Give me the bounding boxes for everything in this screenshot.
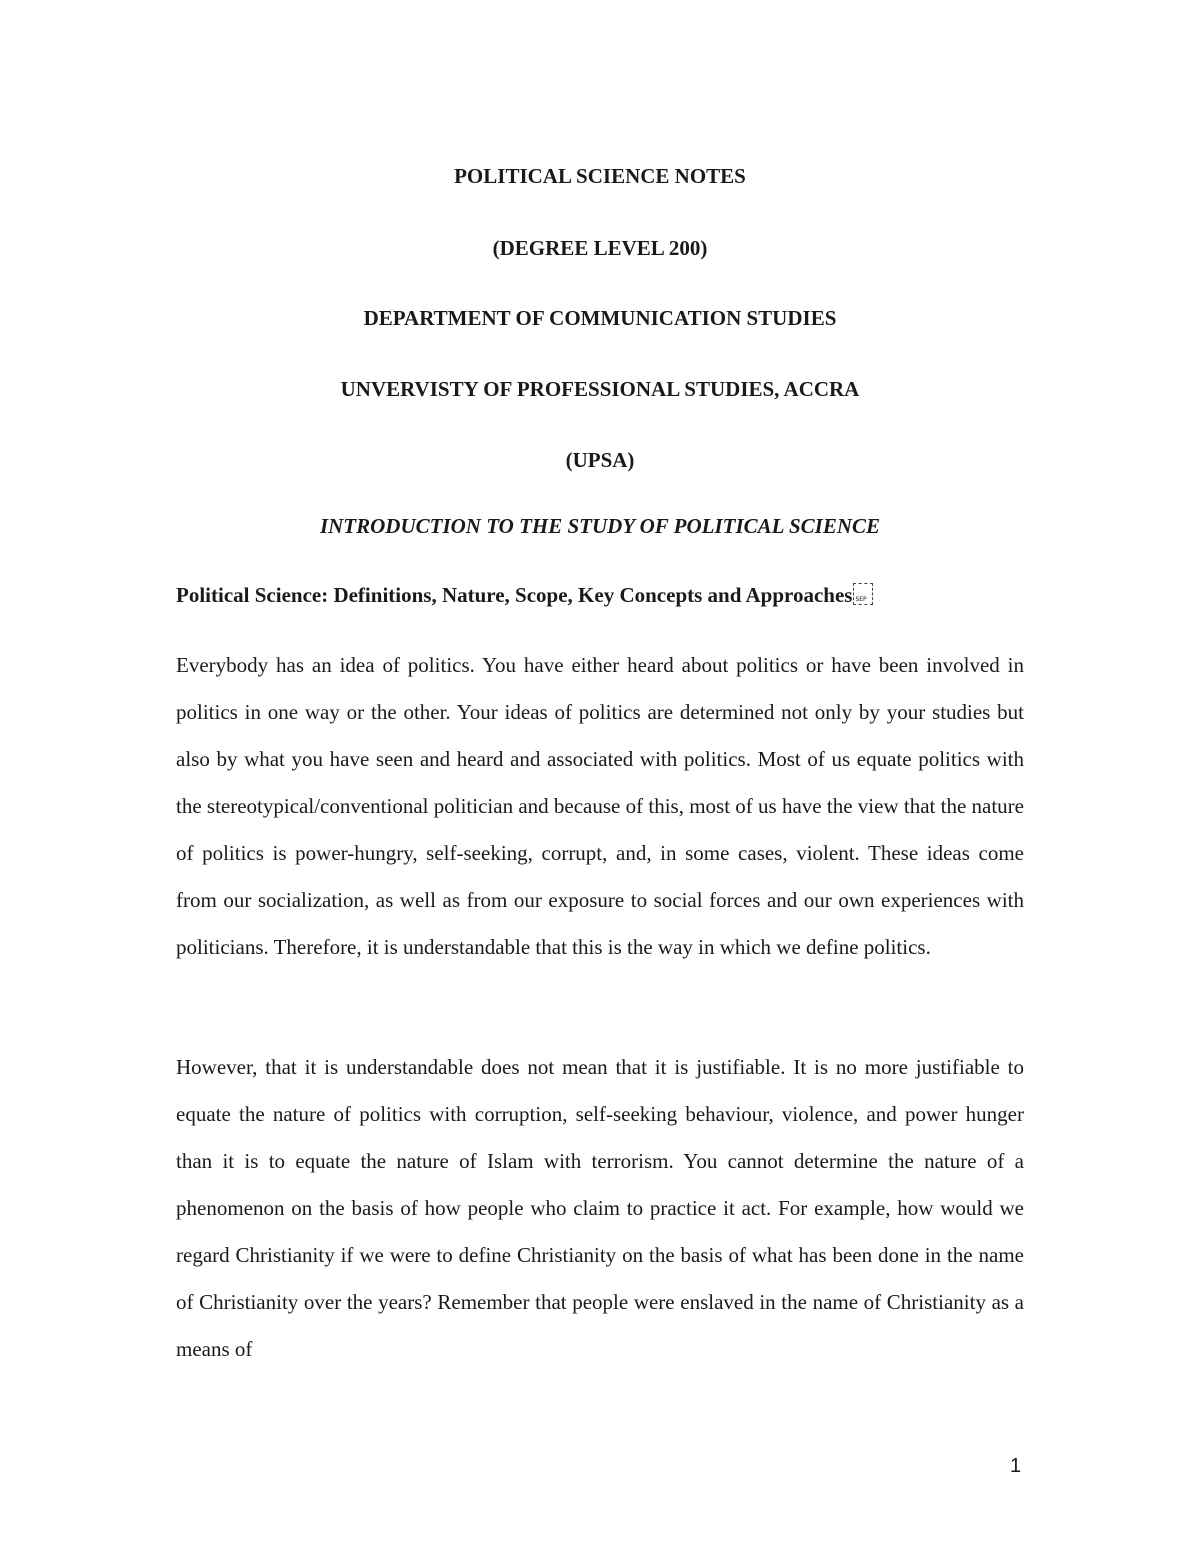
paragraph: Everybody has an idea of politics. You have either heard about politics or have been involved in politics in one way or the other. Your ideas of politics are determined not only by your studies but also by what you have seen and heard and associated with politics. Most of us equate politics with the stereotypical/conventional politician and because of this, most of us have the view that the nature of politics is power-hungry, self-seeking, corrupt, and, in some cases, violent. These ideas come from our socialization, as well as from our exposure to social forces and our own experiences with politicians. Therefore, it is understandable that this is the way in which we define politics. bbox=[176, 653, 1024, 959]
page-number: 1 bbox=[1010, 1455, 1022, 1477]
course-title: INTRODUCTION TO THE STUDY OF POLITICAL SCIENCE bbox=[319, 514, 881, 538]
section-heading-text: Political Science: Definitions, Nature, Scope, Key Concepts and Approaches bbox=[176, 583, 853, 607]
separator-glyph-icon bbox=[853, 583, 873, 605]
university-name: UNVERVISTY OF PROFESSIONAL STUDIES, ACCRA bbox=[340, 377, 860, 401]
university-abbreviation: (UPSA) bbox=[565, 448, 635, 472]
department-name: DEPARTMENT OF COMMUNICATION STUDIES bbox=[363, 306, 837, 330]
degree-level: (DEGREE LEVEL 200) bbox=[492, 236, 708, 260]
section-heading bbox=[176, 583, 873, 607]
document-title: POLITICAL SCIENCE NOTES bbox=[454, 164, 746, 188]
paragraph: However, that it is understandable does not mean that it is justifiable. It is no more justifiable to equate the nature of politics with corruption, self-seeking behaviour, violence, and power hunger than it is to equate the nature of Islam with terrorism. You cannot determine the nature of a phenomenon on the basis of how people who claim to practice it act. For example, how would we regard Christianity if we were to define Christianity on the basis of what has been done in the name of Christianity over the years? Remember that people were enslaved in the name of Christianity as a means of bbox=[176, 1055, 1024, 1361]
